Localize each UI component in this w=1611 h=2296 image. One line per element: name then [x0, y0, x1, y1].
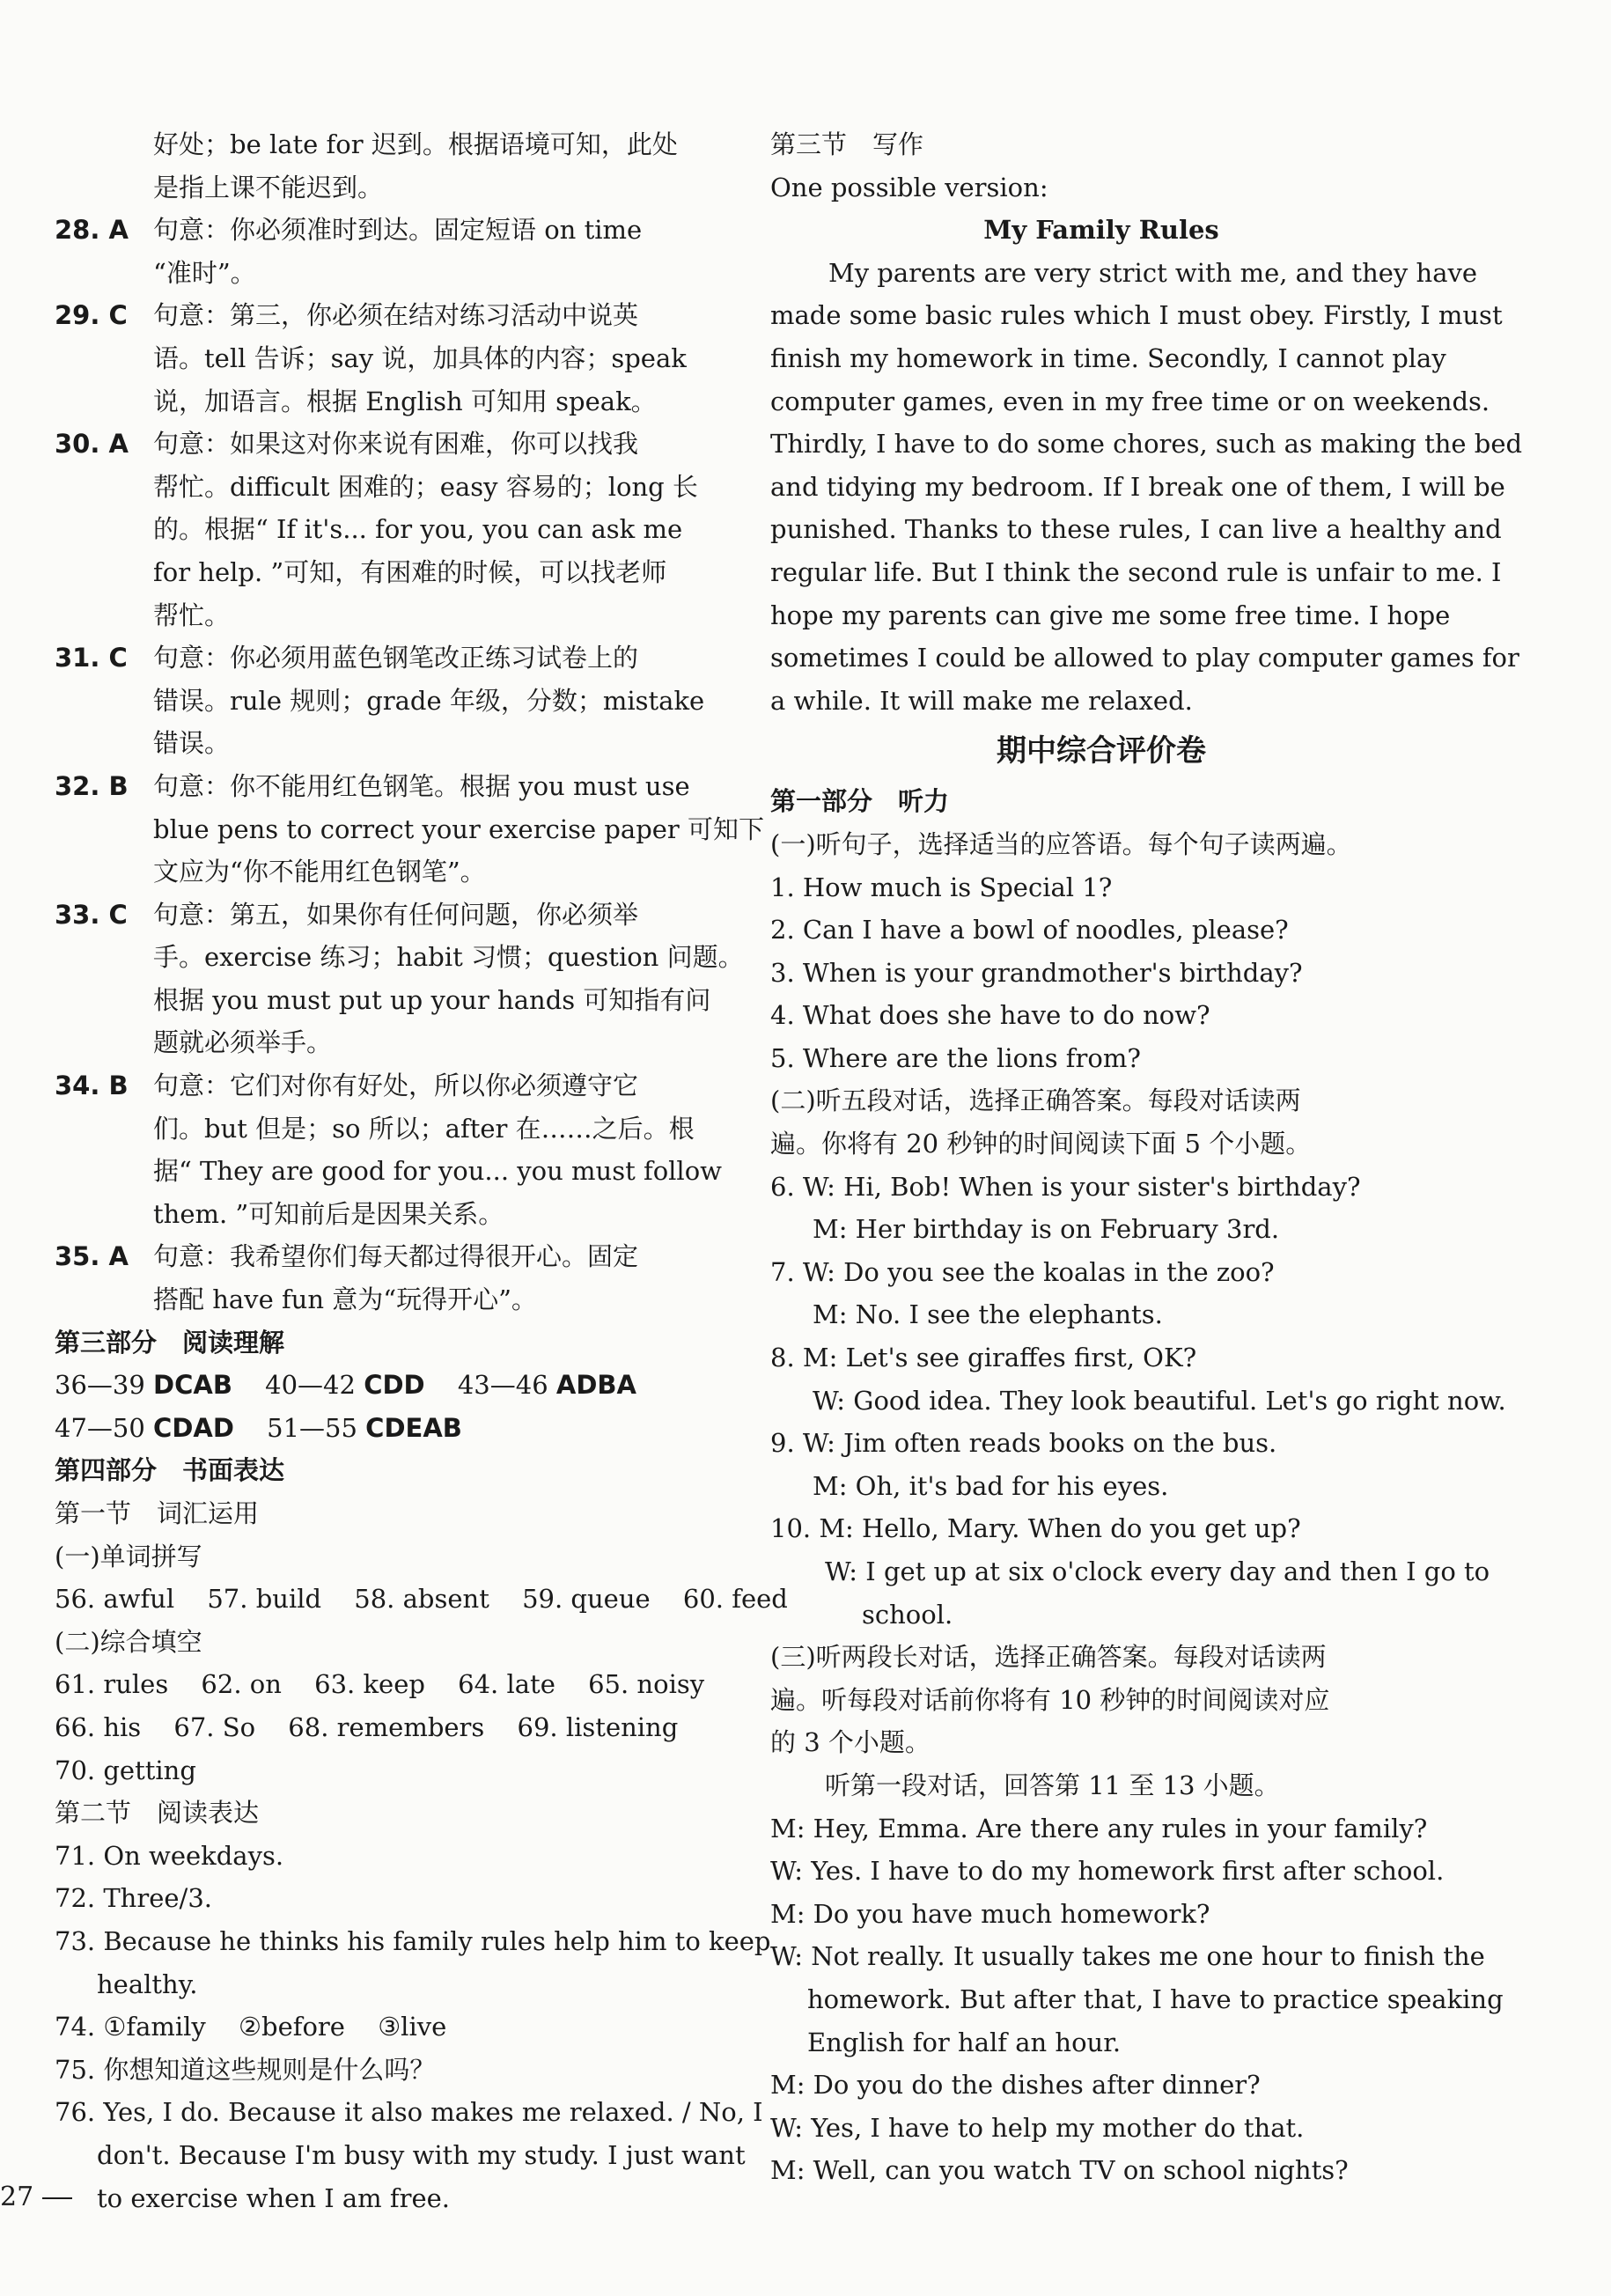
q31-line-1: 31. C 句意：你必须用蓝色钢笔改正练习试卷上的	[55, 643, 639, 673]
q35-line-1: 35. A 句意：我希望你们每天都过得很开心。固定	[55, 1241, 639, 1272]
listening-item-1: 1. How much is Special 1?	[770, 872, 1113, 902]
q32-line-3: 文应为“你不能用红色钢笔”。	[153, 857, 486, 887]
q35-line-2: 搭配 have fun 意为“玩得开心”。	[153, 1284, 537, 1315]
listening-item-3: 3. When is your grandmother's birthday?	[770, 957, 1303, 988]
long-dialog-line-9: M: Well, can you watch TV on school nights?	[770, 2155, 1349, 2186]
section3-heading: 第三节 写作	[770, 129, 924, 159]
essay-line-11: a while. It will make me relaxed.	[770, 685, 1193, 716]
q35-number: 35. A	[55, 1241, 129, 1272]
q30-line-5: 帮忙。	[153, 600, 231, 630]
long-dialog-line-8: W: Yes, I have to help my mother do that.	[770, 2112, 1305, 2143]
dialog-6-b: M: Her birthday is on February 3rd.	[813, 1214, 1280, 1245]
long-dialog-line-1: M: Hey, Emma. Are there any rules in your family?	[770, 1813, 1428, 1843]
spelling-heading: (一)单词拼写	[55, 1541, 202, 1571]
fill-heading: (二)综合填空	[55, 1626, 202, 1657]
essay-line-2: made some basic rules which I must obey. Firstly, I must	[770, 300, 1503, 331]
listening-3-heading-3: 的 3 个小题。	[770, 1727, 931, 1758]
q34-line-4: them. ”可知前后是因果关系。	[153, 1198, 504, 1229]
q31-number: 31. C	[55, 643, 128, 673]
q34-line-1: 34. B 句意：它们对你有好处，所以你必须遵守它	[55, 1071, 639, 1101]
q32-number: 32. B	[55, 770, 129, 801]
exam-title: 期中综合评价卷	[997, 733, 1206, 769]
q31-line-3: 错误。	[153, 728, 231, 759]
listening-item-5: 5. Where are the lions from?	[770, 1042, 1141, 1073]
q28-line-2: “准时”。	[153, 257, 256, 288]
part4-heading: 第四部分 书面表达	[55, 1455, 285, 1486]
q34-number: 34. B	[55, 1071, 129, 1101]
q76-line-2: don't. Because I'm busy with my study. I just want	[97, 2139, 746, 2170]
dialog-8-a: 8. M: Let's see giraffes first, OK?	[770, 1343, 1197, 1373]
q29-line-3: 说，加语言。根据 English 可知用 speak。	[153, 386, 657, 416]
dialog-10-a: 10. M: Hello, Mary. When do you get up?	[770, 1513, 1301, 1544]
essay-line-6: and tidying my bedroom. If I break one of them, I will be	[770, 471, 1505, 502]
dialog-9-b: M: Oh, it's bad for his eyes.	[813, 1470, 1169, 1501]
q74-answer: 74. ①family ②before ③live	[55, 2012, 447, 2042]
q28-number: 28. A	[55, 215, 129, 246]
long-dialog-line-3: M: Do you have much homework?	[770, 1898, 1210, 1929]
q33-line-3: 根据 you must put up your hands 可知指有问	[153, 984, 711, 1015]
q72-answer: 72. Three/3.	[55, 1883, 212, 1914]
listening-2-heading-2: 遍。你将有 20 秒钟的时间阅读下面 5 个小题。	[770, 1129, 1312, 1159]
listening-3-intro: 听第一段对话，回答第 11 至 13 小题。	[825, 1770, 1280, 1800]
essay-title: My Family Rules	[983, 215, 1219, 246]
dialog-7-b: M: No. I see the elephants.	[813, 1299, 1163, 1330]
q27-line-1: 好处；be late for 迟到。根据语境可知，此处	[153, 129, 678, 159]
q30-line-4: for help. ”可知，有困难的时候，可以找老师	[153, 556, 667, 587]
essay-line-9: hope my parents can give me some free time. I hope	[770, 600, 1451, 630]
long-dialog-line-2: W: Yes. I have to do my homework first after school.	[770, 1856, 1445, 1887]
q29-line-2: 语。tell 告诉；say 说，加具体的内容；speak	[153, 342, 687, 373]
long-dialog-line-7: M: Do you do the dishes after dinner?	[770, 2070, 1261, 2101]
dialog-9-a: 9. W: Jim often reads books on the bus.	[770, 1428, 1277, 1459]
dialog-10-c: school.	[862, 1599, 953, 1630]
q32-line-1: 32. B 句意：你不能用红色钢笔。根据 you must use	[55, 770, 690, 801]
dialog-7-a: 7. W: Do you see the koalas in the zoo?	[770, 1256, 1275, 1287]
q32-line-2: blue pens to correct your exercise paper 可知下	[153, 813, 765, 844]
essay-line-3: finish my homework in time. Secondly, I cannot play	[770, 342, 1446, 373]
fill-answers-row-3: 70. getting	[55, 1755, 196, 1785]
long-dialog-line-5: homework. But after that, I have to practice speaking	[807, 1983, 1504, 2014]
q73-line-2: healthy.	[97, 1969, 198, 1999]
q33-line-4: 题就必须举手。	[153, 1027, 333, 1058]
page-number-dash	[42, 2197, 72, 2199]
fill-answers-row-1: 61. rules 62. on 63. keep 64. late 65. noisy	[55, 1669, 705, 1700]
part3-heading: 第三部分 阅读理解	[55, 1327, 285, 1358]
q29-number: 29. C	[55, 300, 128, 331]
q33-number: 33. C	[55, 899, 128, 930]
dialog-8-b: W: Good idea. They look beautiful. Let's go right now.	[813, 1385, 1506, 1416]
q34-line-3: 据“ They are good for you... you must follow	[153, 1156, 722, 1187]
q28-line-1: 28. A 句意：你必须准时到达。固定短语 on time	[55, 215, 643, 246]
essay-line-1: My parents are very strict with me, and they have	[828, 257, 1478, 288]
q76-line-1: 76. Yes, I do. Because it also makes me relaxed. / No, I	[55, 2097, 763, 2128]
possible-version-label: One possible version:	[770, 172, 1048, 202]
long-dialog-line-6: English for half an hour.	[807, 2027, 1122, 2057]
q33-line-1: 33. C 句意：第五，如果你有任何问题，你必须举	[55, 899, 639, 930]
q27-line-2: 是指上课不能迟到。	[153, 172, 384, 202]
reading-answers-row-1: 36—39 DCAB 40—42 CDD 43—46 ADBA	[55, 1370, 636, 1401]
dialog-6-a: 6. W: Hi, Bob! When is your sister's birthday?	[770, 1171, 1361, 1202]
q76-line-3: to exercise when I am free.	[97, 2182, 451, 2213]
listening-1-heading: (一)听句子，选择适当的应答语。每个句子读两遍。	[770, 828, 1352, 859]
page-number: 27	[0, 2182, 72, 2212]
essay-line-4: computer games, even in my free time or on weekends.	[770, 386, 1490, 416]
section2-heading: 第二节 阅读表达	[55, 1798, 260, 1829]
essay-line-10: sometimes I could be allowed to play computer games for	[770, 643, 1519, 673]
listening-item-4: 4. What does she have to do now?	[770, 1000, 1210, 1031]
q34-line-2: 们。but 但是；so 所以；after 在……之后。根	[153, 1113, 695, 1144]
reading-answers-row-2: 47—50 CDAD 51—55 CDEAB	[55, 1412, 462, 1443]
listening-3-heading-1: (三)听两段长对话，选择正确答案。每段对话读两	[770, 1642, 1327, 1673]
right-column	[770, 123, 1523, 2192]
q33-line-2: 手。exercise 练习；habit 习惯；question 问题。	[153, 942, 744, 973]
listening-3-heading-2: 遍。听每段对话前你将有 10 秒钟的时间阅读对应	[770, 1684, 1330, 1715]
long-dialog-line-4: W: Not really. It usually takes me one hour to finish the	[770, 1941, 1485, 1972]
part1-heading: 第一部分 听力	[770, 786, 950, 817]
q30-line-3: 的。根据“ If it's... for you, you can ask me	[153, 514, 683, 545]
essay-line-7: punished. Thanks to these rules, I can live a healthy and	[770, 514, 1502, 545]
q29-line-1: 29. C 句意：第三，你必须在结对练习活动中说英	[55, 300, 639, 331]
q75-answer: 75. 你想知道这些规则是什么吗？	[55, 2054, 436, 2085]
spelling-answers: 56. awful 57. build 58. absent 59. queue 60. feed	[55, 1584, 788, 1615]
q71-answer: 71. On weekdays.	[55, 1840, 284, 1871]
listening-2-heading-1: (二)听五段对话，选择正确答案。每段对话读两	[770, 1085, 1301, 1116]
listening-item-2: 2. Can I have a bowl of noodles, please?	[770, 915, 1289, 946]
left-column	[55, 123, 788, 2219]
section1-heading: 第一节 词汇运用	[55, 1498, 260, 1528]
fill-answers-row-2: 66. his 67. So 68. remembers 69. listening	[55, 1711, 679, 1742]
q30-number: 30. A	[55, 429, 129, 460]
q73-line-1: 73. Because he thinks his family rules help him to keep	[55, 1925, 771, 1956]
q31-line-2: 错误。rule 规则；grade 年级，分数；mistake	[153, 685, 705, 716]
dialog-10-b: W: I get up at six o'clock every day and then I go to	[825, 1556, 1490, 1586]
essay-line-8: regular life. But I think the second rule is unfair to me. I	[770, 556, 1502, 587]
q30-line-1: 30. A 句意：如果这对你来说有困难，你可以找我	[55, 429, 639, 460]
q30-line-2: 帮忙。difficult 困难的；easy 容易的；long 长	[153, 471, 698, 502]
essay-line-5: Thirdly, I have to do some chores, such as making the bed	[770, 429, 1523, 460]
